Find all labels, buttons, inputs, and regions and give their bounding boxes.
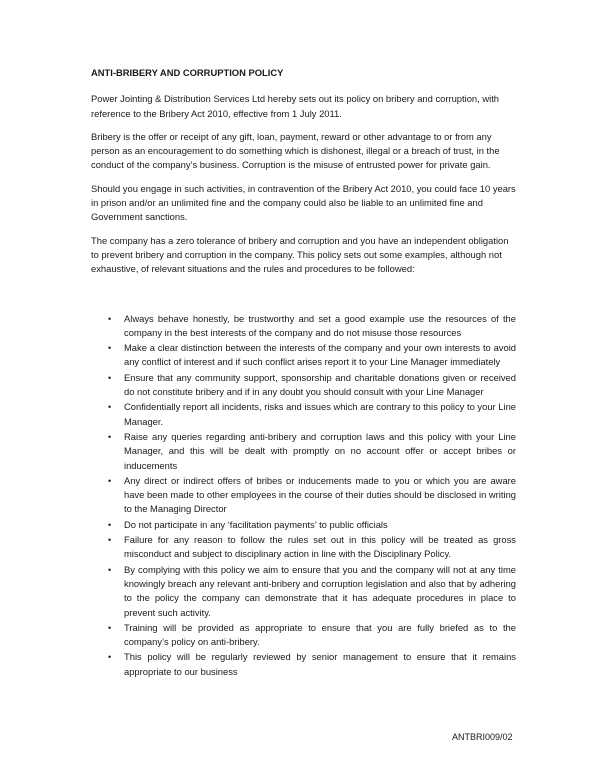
bullet-icon: • (108, 313, 112, 324)
intro-paragraph: Power Jointing & Distribution Services Ltd hereby sets out its policy on bribery and corruption, with reference to the Bribery Act 2010, effective from 1 July 2011. (91, 93, 500, 119)
document-reference-code: ANTBRI009/02 (452, 732, 513, 742)
list-item-text: Ensure that any community support, sponsorship and charitable donations given or received do not constitute bribery and if in any doubt you should consult with your Line Manager (124, 371, 516, 398)
bullet-icon: • (108, 519, 112, 530)
list-item-text: Raise any queries regarding anti-bribery and corruption laws and this policy with your Line Manager, and this will be dealt with promptly on no account offer or accept bribes or inducements (124, 430, 516, 471)
bullet-icon: • (108, 402, 112, 413)
list-item-text: Any direct or indirect offers of bribes or inducements made to you or which you are aware have been made to other employees in the course of their duties should be disclosed in writing to the Managing Director (124, 474, 516, 515)
list-item (91, 312, 516, 341)
bullet-icon: • (108, 652, 112, 663)
list-item (91, 563, 516, 620)
list-item (91, 621, 516, 650)
bullet-icon: • (108, 372, 112, 383)
list-item-text: By complying with this policy we aim to ensure that you and the company will not at any time knowingly breach any relevant anti-bribery and corruption legislation and also that by adhering to the policy the company can demonstrate that it has adequate procedures in place to prevent such activity. (124, 563, 516, 618)
list-item-text: Do not participate in any ‘facilitation payments’ to public officials (124, 518, 388, 530)
document-body (91, 66, 516, 680)
penalties-paragraph: Should you engage in such activities, in contravention of the Bribery Act 2010, you could face 10 years in prison and/or an unlimited fine and the company could also be liable to an unlimited fine and Government sanctions. (91, 182, 516, 223)
policy-rules-list (91, 312, 516, 679)
list-item-text: This policy will be regularly reviewed by senior management to ensure that it remains appropriate to our business (124, 651, 516, 677)
bullet-icon: • (108, 564, 112, 575)
list-item-text: Failure for any reason to follow the rules set out in this policy will be treated as gross misconduct and subject to disciplinary action in line with the Disciplinary Policy. (124, 534, 516, 560)
list-item (91, 474, 516, 517)
list-item (91, 341, 516, 370)
list-item-text: Training will be provided as appropriate to ensure that you are fully briefed as to the company’s policy on anti-bribery. (124, 621, 516, 648)
list-item (91, 518, 516, 532)
list-item (91, 400, 516, 429)
list-item (91, 533, 516, 562)
list-item (91, 371, 516, 400)
document-title: ANTI-BRIBERY AND CORRUPTION POLICY (91, 67, 284, 78)
bullet-icon: • (108, 343, 112, 354)
zero-tolerance-paragraph: The company has a zero tolerance of bribery and corruption and you have an independent obligation to prevent bribery and corruption in the company. This policy sets out some examples, although not exhaustive, of relevant situations and the rules and procedures to be followed: (91, 234, 509, 275)
bribery-definition-paragraph: Bribery is the offer or receipt of any gift, loan, payment, reward or other advantage to or from any person as an encouragement to do something which is dishonest, illegal or a breach of trust, in the conduct of the company’s business. Corruption is the misuse of entrusted power for private gain. (91, 130, 500, 171)
bullet-icon: • (108, 622, 112, 633)
list-item-text: Make a clear distinction between the interests of the company and your own interests to avoid any conflict of interest and if such conflict arises report it to your Line Manager immediately (124, 342, 516, 368)
list-item (91, 430, 516, 473)
list-item-text: Always behave honestly, be trustworthy and set a good example use the resources of the company in the best interests of the company and do not misuse those resources (124, 312, 516, 338)
list-item (91, 650, 516, 679)
bullet-icon: • (108, 475, 112, 486)
bullet-icon: • (108, 535, 112, 546)
bullet-icon: • (108, 431, 112, 442)
list-item-text: Confidentially report all incidents, risks and issues which are contrary to this policy to your Line Manager. (124, 401, 516, 427)
